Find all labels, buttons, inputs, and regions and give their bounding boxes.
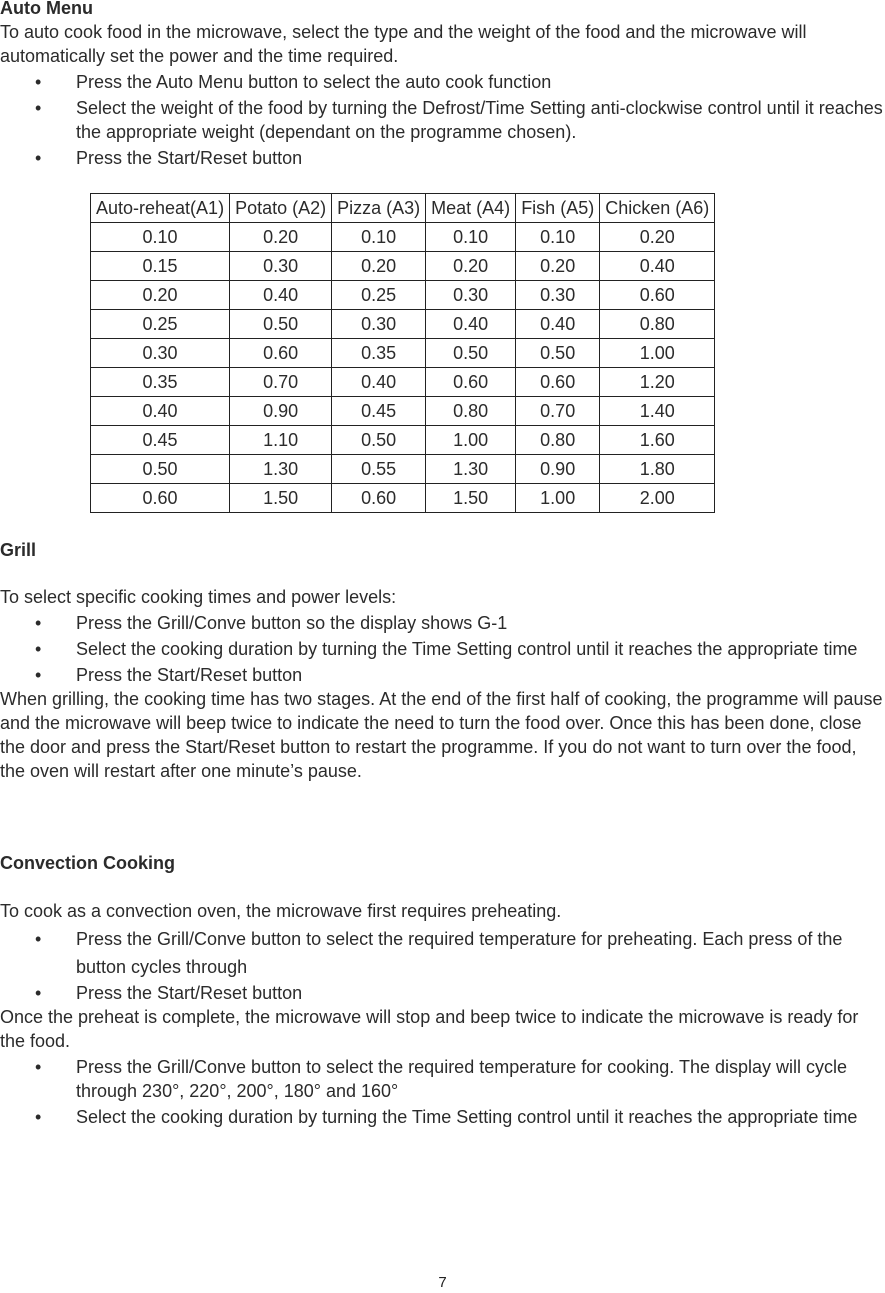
column-header: Pizza (A3) — [332, 194, 426, 223]
table-cell: 0.15 — [91, 252, 230, 281]
table-cell: 0.50 — [332, 426, 426, 455]
table-cell: 0.30 — [516, 281, 600, 310]
table-row — [91, 281, 715, 310]
table-cell: 0.40 — [332, 368, 426, 397]
table-cell: 0.60 — [230, 339, 332, 368]
table-cell: 0.50 — [426, 339, 516, 368]
table-cell: 1.00 — [426, 426, 516, 455]
table-cell: 0.20 — [426, 252, 516, 281]
table-cell: 2.00 — [600, 484, 715, 513]
list-item: • Press the Grill/Conve button so the display shows G-1 — [0, 611, 885, 635]
table-row — [91, 397, 715, 426]
convection-cook-steps — [0, 1055, 885, 1129]
table-cell: 1.50 — [230, 484, 332, 513]
list-item: • Press the Grill/Conve button to select the required temperature for cooking. The display will cycle through 230°, 220°, 200°, 180° and 160° — [0, 1055, 885, 1103]
column-header: Potato (A2) — [230, 194, 332, 223]
auto-menu-section — [0, 0, 885, 170]
table-body — [91, 223, 715, 513]
column-header: Fish (A5) — [516, 194, 600, 223]
table-cell: 0.40 — [600, 252, 715, 281]
auto-menu-steps — [0, 70, 885, 170]
table-cell: 0.35 — [332, 339, 426, 368]
table-cell: 0.20 — [600, 223, 715, 252]
table-row — [91, 252, 715, 281]
table-cell: 0.35 — [91, 368, 230, 397]
table-cell: 0.30 — [332, 310, 426, 339]
auto-menu-table-wrap — [0, 193, 715, 513]
table-cell: 0.50 — [230, 310, 332, 339]
list-item: • Press the Start/Reset button — [0, 146, 885, 170]
auto-menu-weight-table — [90, 193, 715, 513]
table-cell: 0.80 — [516, 426, 600, 455]
auto-menu-heading: Auto Menu — [0, 0, 93, 18]
auto-menu-intro: To auto cook food in the microwave, select the type and the weight of the food and the microwave will automatically set the power and the time required. — [0, 22, 807, 66]
table-cell: 1.00 — [516, 484, 600, 513]
table-cell: 0.40 — [426, 310, 516, 339]
table-row — [91, 223, 715, 252]
table-cell: 0.20 — [332, 252, 426, 281]
table-cell: 1.20 — [600, 368, 715, 397]
table-cell: 0.55 — [332, 455, 426, 484]
table-cell: 0.80 — [426, 397, 516, 426]
column-header: Meat (A4) — [426, 194, 516, 223]
table-cell: 1.30 — [230, 455, 332, 484]
column-header: Chicken (A6) — [600, 194, 715, 223]
convection-preheat-steps — [0, 925, 885, 1005]
table-cell: 0.30 — [426, 281, 516, 310]
list-item: • Press the Grill/Conve button to select the required temperature for preheating. Each press of the button cycles through — [0, 925, 885, 981]
table-cell: 0.80 — [600, 310, 715, 339]
table-cell: 1.60 — [600, 426, 715, 455]
convection-middle: Once the preheat is complete, the microwave will stop and beep twice to indicate the microwave is ready for the food. — [0, 1007, 859, 1051]
table-cell: 0.70 — [230, 368, 332, 397]
list-item: • Select the cooking duration by turning the Time Setting control until it reaches the appropriate time — [0, 1105, 885, 1129]
table-cell: 0.10 — [91, 223, 230, 252]
table-cell: 0.20 — [230, 223, 332, 252]
table-cell: 0.70 — [516, 397, 600, 426]
table-cell: 0.45 — [332, 397, 426, 426]
list-item: • Press the Start/Reset button — [0, 663, 885, 687]
table-cell: 1.50 — [426, 484, 516, 513]
table-cell: 0.40 — [516, 310, 600, 339]
grill-steps — [0, 611, 885, 687]
table-cell: 0.10 — [426, 223, 516, 252]
table-row — [91, 426, 715, 455]
table-cell: 0.20 — [516, 252, 600, 281]
table-row — [91, 339, 715, 368]
table-cell: 0.50 — [91, 455, 230, 484]
list-item: • Select the weight of the food by turning the Defrost/Time Setting anti-clockwise control until it reaches the appropriate weight (dependant on the programme chosen). — [0, 96, 885, 144]
table-cell: 0.60 — [516, 368, 600, 397]
table-cell: 0.60 — [332, 484, 426, 513]
table-cell: 1.40 — [600, 397, 715, 426]
column-header: Auto-reheat(A1) — [91, 194, 230, 223]
table-row — [91, 368, 715, 397]
table-cell: 0.20 — [91, 281, 230, 310]
table-cell: 0.60 — [426, 368, 516, 397]
table-cell: 0.60 — [91, 484, 230, 513]
table-cell: 1.30 — [426, 455, 516, 484]
convection-section — [0, 851, 885, 1129]
grill-section — [0, 538, 885, 783]
grill-intro: To select specific cooking times and power levels: — [0, 587, 397, 607]
table-cell: 1.80 — [600, 455, 715, 484]
table-cell: 1.10 — [230, 426, 332, 455]
grill-heading: Grill — [0, 540, 37, 560]
table-cell: 0.10 — [332, 223, 426, 252]
table-cell: 0.25 — [91, 310, 230, 339]
table-cell: 0.40 — [91, 397, 230, 426]
table-cell: 0.50 — [516, 339, 600, 368]
table-row — [91, 484, 715, 513]
table-cell: 1.00 — [600, 339, 715, 368]
convection-intro: To cook as a convection oven, the microwave first requires preheating. — [0, 901, 562, 921]
table-cell: 0.90 — [230, 397, 332, 426]
table-cell: 0.45 — [91, 426, 230, 455]
table-header-row — [91, 194, 715, 223]
table-cell: 0.90 — [516, 455, 600, 484]
table-cell: 0.10 — [516, 223, 600, 252]
convection-heading: Convection Cooking — [0, 853, 175, 873]
page-number: 7 — [438, 1274, 447, 1291]
table-cell: 0.40 — [230, 281, 332, 310]
list-item: • Press the Start/Reset button — [0, 981, 885, 1005]
list-item: • Select the cooking duration by turning the Time Setting control until it reaches the appropriate time — [0, 637, 885, 661]
table-row — [91, 310, 715, 339]
grill-note: When grilling, the cooking time has two stages. At the end of the first half of cooking, the programme will pause and the microwave will beep twice to indicate the need to turn the food over. Once this has been done, close the door and press the Start/Reset button to restart the programme. If you do not want to turn over the food, the oven will restart after one minute’s pause. — [0, 689, 883, 781]
table-cell: 0.60 — [600, 281, 715, 310]
table-cell: 0.30 — [230, 252, 332, 281]
table-cell: 0.30 — [91, 339, 230, 368]
list-item: • Press the Auto Menu button to select the auto cook function — [0, 70, 885, 94]
table-cell: 0.25 — [332, 281, 426, 310]
table-row — [91, 455, 715, 484]
